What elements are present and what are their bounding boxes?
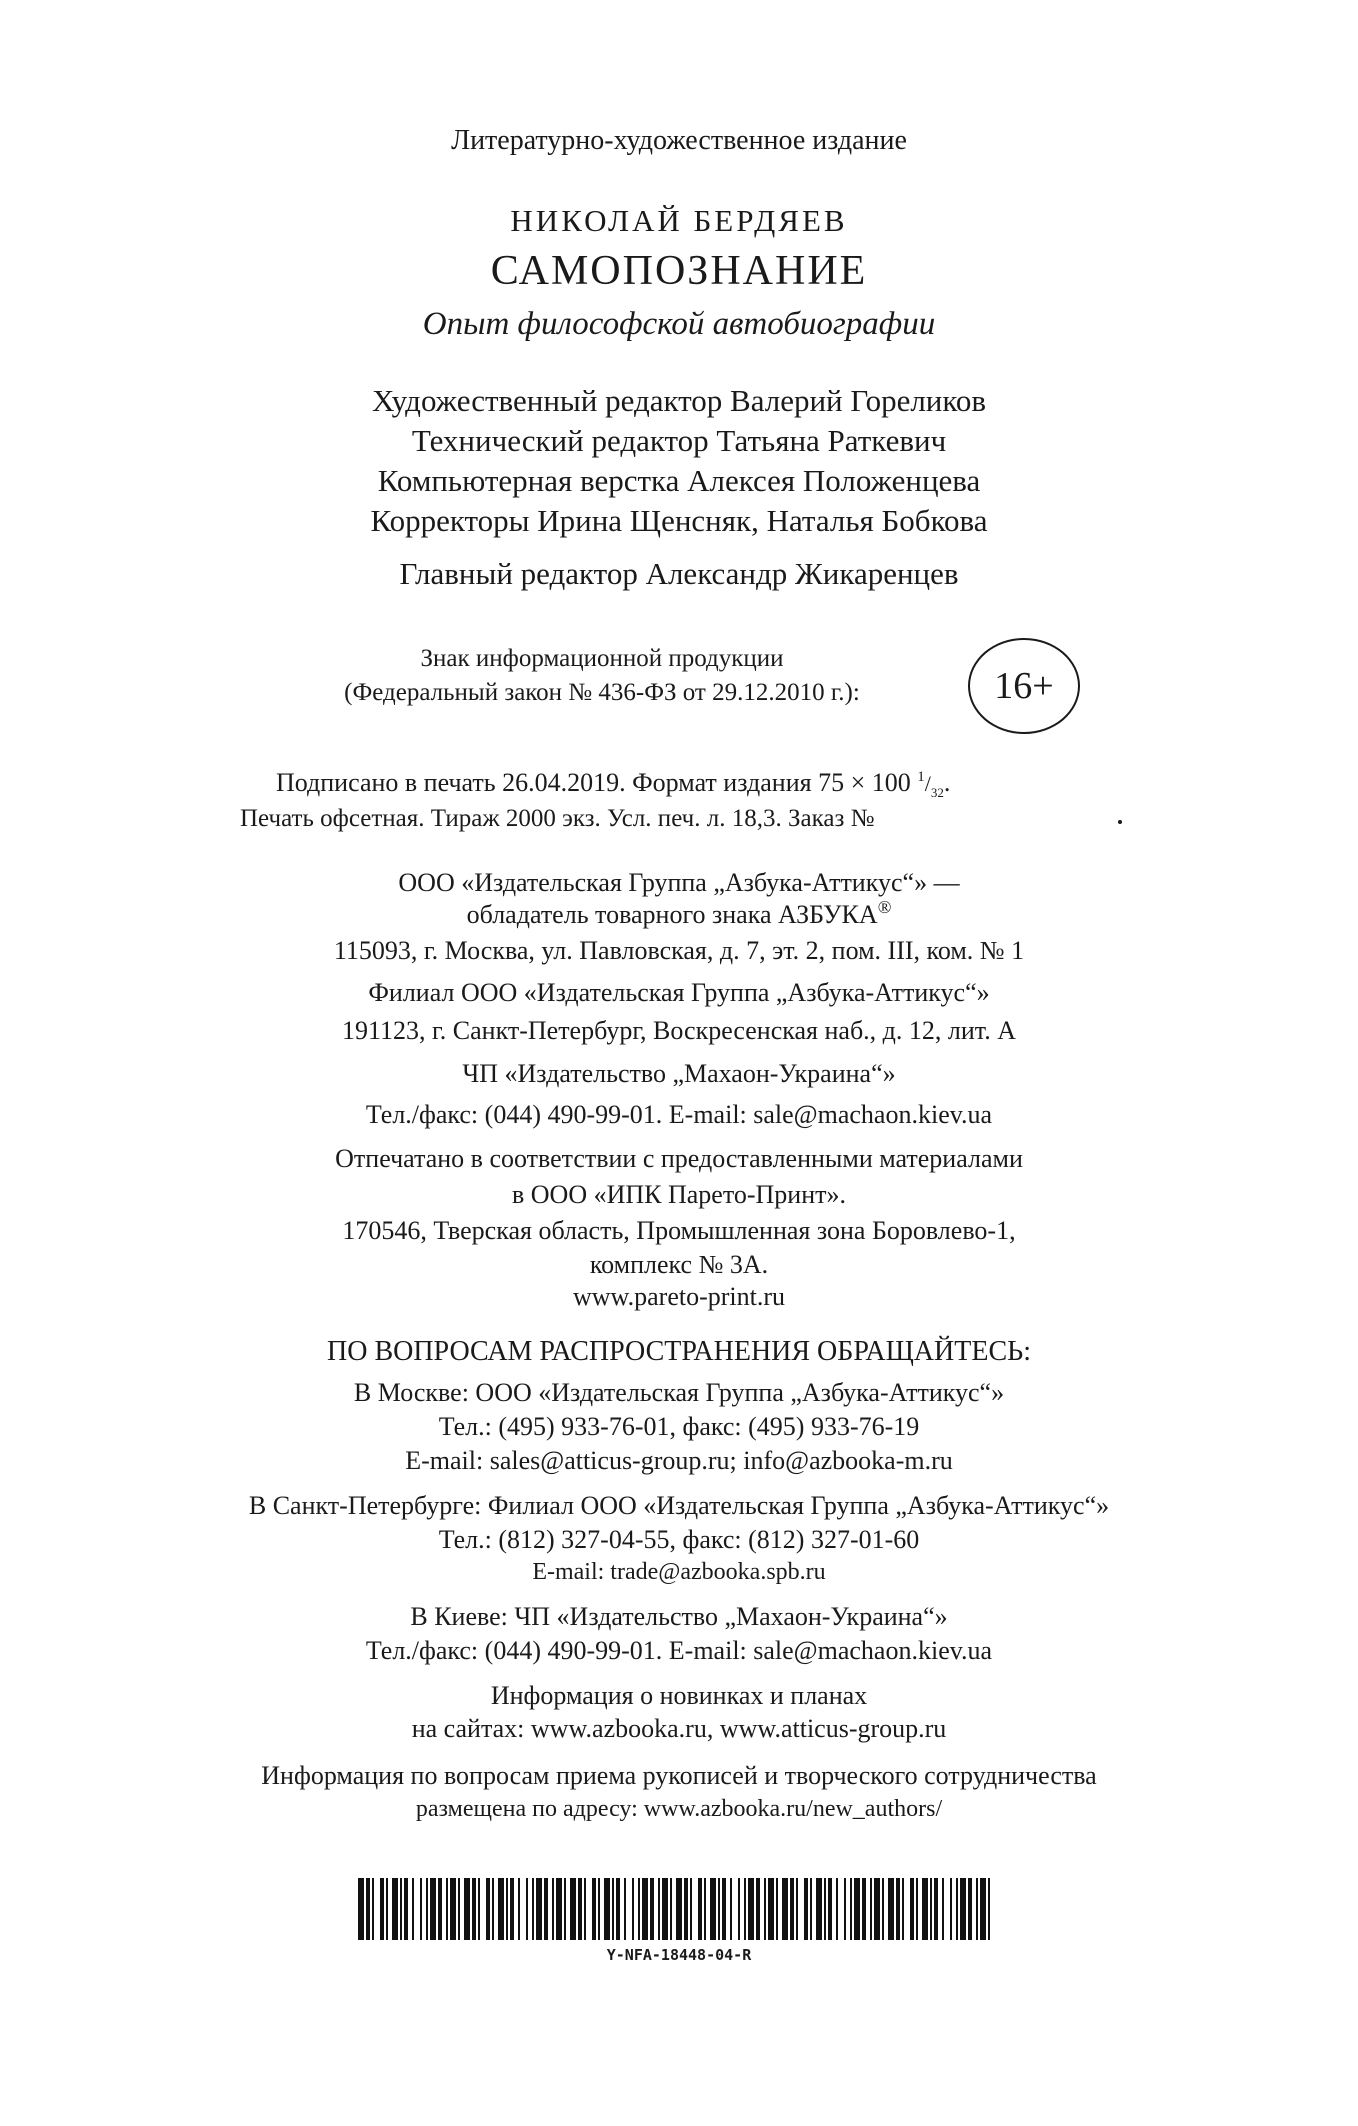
staff-art-editor: Художественный редактор Валерий Гореликов xyxy=(371,383,987,418)
barcode-label: Y-NFA-18448-04-R xyxy=(606,1946,752,1964)
moscow-contact-1: В Москве: ООО «Издательская Группа „Азбука-Аттикус“» xyxy=(353,1378,1005,1407)
news-info-1: Информация о новинках и планах xyxy=(490,1681,868,1710)
print-run-line: Печать офсетная. Тираж 2000 экз. Усл. печ. л. 18,3. Заказ № xyxy=(240,805,875,832)
publisher-name-1: ООО «Издательская Группа „Азбука-Аттикус“» — xyxy=(398,868,960,897)
age-rating-value: 16+ xyxy=(994,665,1054,707)
staff-tech-editor: Технический редактор Татьяна Раткевич xyxy=(411,423,947,458)
kiev-contact-2: Тел./факс: (044) 490-99-01. E-mail: sale@machaon.kiev.ua xyxy=(365,1636,993,1665)
publisher-trademark-text: обладатель товарного знака АЗБУКА xyxy=(466,900,878,929)
fraction-numerator: 1 xyxy=(917,769,925,785)
age-sign-text xyxy=(282,642,922,710)
printer-line-2: в ООО «ИПК Парето-Принт». xyxy=(511,1180,846,1209)
moscow-contact-2: Тел.: (495) 933-76-01, факс: (495) 933-76-19 xyxy=(438,1412,920,1441)
age-sign-line2: (Федеральный закон № 436-ФЗ от 29.12.2010 г.): xyxy=(344,679,860,706)
book-title: САМОПОЗНАНИЕ xyxy=(490,248,868,294)
printer-website: www.pareto-print.ru xyxy=(572,1282,786,1311)
moscow-contact-3: E-mail: sales@atticus-group.ru; info@azbooka-m.ru xyxy=(405,1446,953,1475)
kiev-contact-1: В Киеве: ЧП «Издательство „Махаон-Украина“» xyxy=(410,1602,948,1631)
barcode-image xyxy=(356,1878,994,1940)
chief-editor: Главный редактор Александр Жикаренцев xyxy=(399,556,959,591)
fraction-denominator: 32 xyxy=(930,785,944,800)
print-format-end: . xyxy=(943,768,951,797)
genre-line: Литературно-художественное издание xyxy=(451,125,907,156)
ukraine-publisher-name: ЧП «Издательство „Махаон-Украина“» xyxy=(462,1059,896,1088)
publisher-address: 115093, г. Москва, ул. Павловская, д. 7, эт. 2, пом. III, ком. № 1 xyxy=(333,936,1025,965)
branch-address: 191123, г. Санкт-Петербург, Воскресенская наб., д. 12, лит. А xyxy=(342,1016,1016,1045)
age-sign-line1: Знак информационной продукции xyxy=(420,645,784,672)
spb-contact-3: E-mail: trade@azbooka.spb.ru xyxy=(532,1559,826,1585)
order-number-dot xyxy=(1118,820,1122,824)
printer-line-1: Отпечатано в соответствии с предоставленными материалами xyxy=(335,1144,1023,1173)
distribution-heading: ПО ВОПРОСАМ РАСПРОСТРАНЕНИЯ ОБРАЩАЙТЕСЬ: xyxy=(327,1336,1031,1367)
book-subtitle: Опыт философской автобиографии xyxy=(422,306,936,342)
ukraine-publisher-contacts: Тел./факс: (044) 490-99-01. E-mail: sale@machaon.kiev.ua xyxy=(365,1100,993,1129)
spb-contact-1: В Санкт-Петербурге: Филиал ООО «Издательская Группа „Азбука-Аттикус“» xyxy=(248,1491,1110,1520)
staff-layout: Компьютерная верстка Алексея Положенцева xyxy=(377,463,981,498)
registered-mark: ® xyxy=(877,897,892,917)
print-format-line xyxy=(276,768,951,800)
printer-line-3: 170546, Тверская область, Промышленная зона Боровлево-1, xyxy=(342,1216,1016,1245)
printer-line-4: комплекс № 3А. xyxy=(589,1250,769,1279)
print-format-main: Подписано в печать 26.04.2019. Формат издания 75 × 100 xyxy=(276,768,911,797)
branch-name: Филиал ООО «Издательская Группа „Азбука-Аттикус“» xyxy=(368,978,990,1007)
author-name: НИКОЛАЙ БЕРДЯЕВ xyxy=(510,203,848,238)
publisher-name-2 xyxy=(0,897,1358,929)
spb-contact-2: Тел.: (812) 327-04-55, факс: (812) 327-01-60 xyxy=(438,1525,920,1554)
fraction-slash: / xyxy=(924,771,931,796)
age-rating-badge xyxy=(968,638,1080,734)
news-info-2: на сайтах: www.azbooka.ru, www.atticus-group.ru xyxy=(411,1714,947,1743)
staff-proofreaders: Корректоры Ирина Щенсняк, Наталья Бобкова xyxy=(370,503,988,538)
authors-info-2: размещена по адресу: www.azbooka.ru/new_authors/ xyxy=(415,1796,943,1822)
authors-info-1: Информация по вопросам приема рукописей и творческого сотрудничества xyxy=(261,1761,1097,1790)
